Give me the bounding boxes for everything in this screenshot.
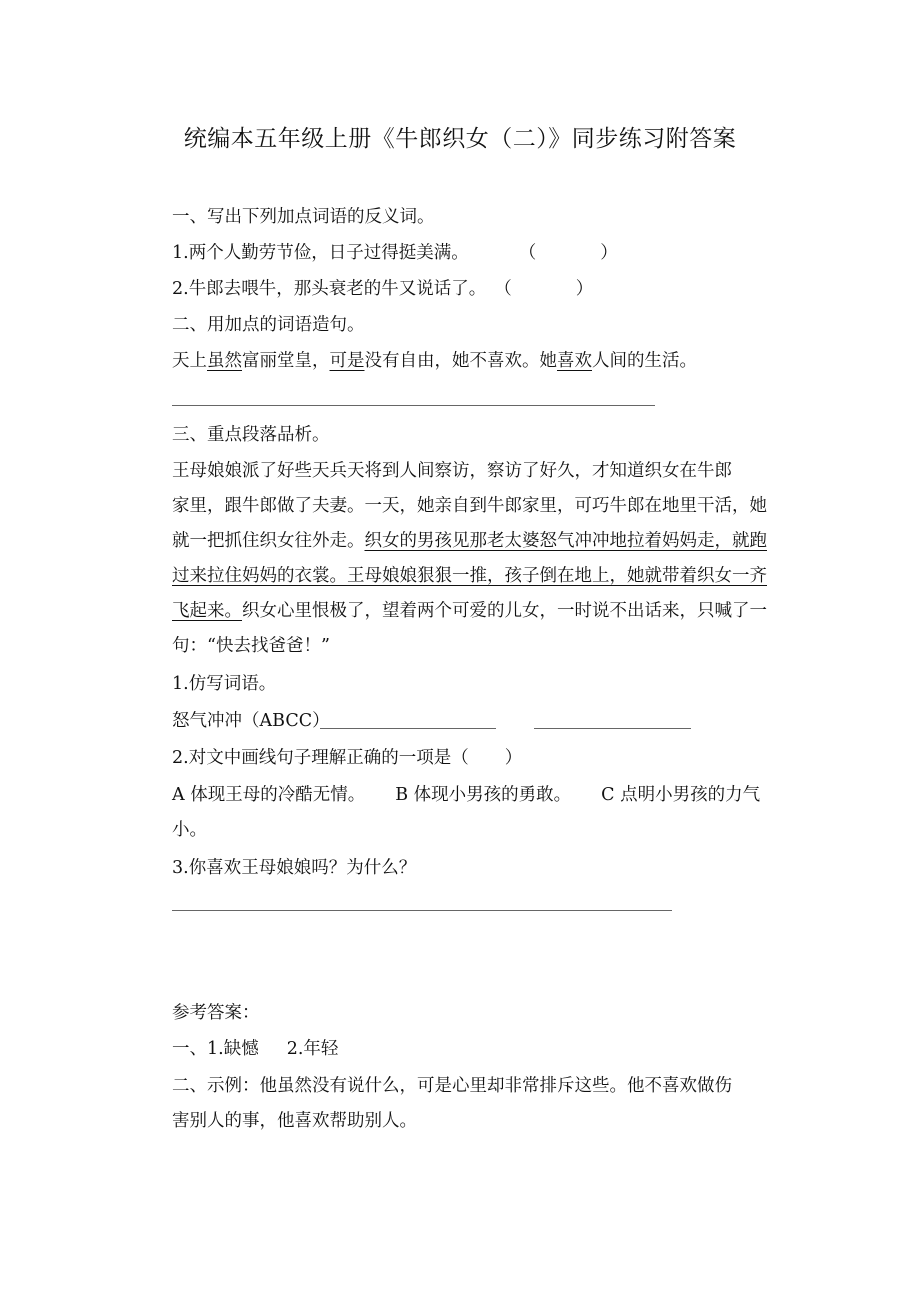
answer-blank-close: ） — [600, 243, 618, 263]
section3-question-2 — [172, 745, 772, 771]
underlined-sentence: 织女的男孩见那老太婆怒气冲冲地拉着妈妈走，就跑 — [364, 531, 767, 551]
answers-heading: 参考答案： — [172, 1003, 260, 1023]
underlined-sentence: 飞起来。 — [172, 601, 242, 621]
answer-2-line: 二、示例：他虽然没有说什么，可是心里却非常排斥这些。他不喜欢做伤 — [172, 1076, 732, 1096]
option-c-continued: 小。 — [172, 820, 207, 840]
passage-text: 王母娘娘派了好些天兵天将到人间察访，察访了好久，才知道织女在牛郎 — [172, 461, 732, 481]
underlined-word: 虽然 — [207, 351, 242, 371]
sentence-part: 富丽堂皇， — [242, 351, 330, 371]
imitation-example: 怒气冲冲（ABCC） — [172, 711, 330, 731]
section3-heading: 三、重点段落品析。 — [172, 425, 330, 445]
question-text: 1.两个人勤劳节俭，日子过得挺美满。 — [172, 243, 469, 263]
sentence-part: 没有自由，她不喜欢。她 — [364, 351, 557, 371]
page-title: 统编本五年级上册《牛郎织女（二）》同步练习附答案 — [183, 126, 737, 152]
section1-heading: 一、写出下列加点词语的反义词。 — [172, 207, 435, 227]
passage-line — [172, 528, 772, 554]
passage-line — [172, 563, 772, 589]
sentence-part: 人间的生活。 — [592, 351, 697, 371]
answer-blank-open: （ — [494, 279, 512, 299]
answer-line — [320, 728, 496, 729]
answer-text: 一、1.缺憾 — [172, 1039, 259, 1059]
sentence-part: 天上 — [172, 351, 207, 371]
underlined-sentence: 过来拉住妈妈的衣裳。王母娘娘狠狠一推，孩子倒在地上，她就带着织女一齐 — [172, 566, 767, 586]
answer-2-line: 害别人的事，他喜欢帮助别人。 — [172, 1111, 417, 1131]
section2-heading: 二、用加点的词语造句。 — [172, 315, 365, 335]
option-a: A 体现王母的冷酷无情。 — [172, 785, 366, 805]
answer-text: 2.年轻 — [286, 1039, 339, 1059]
question-options — [172, 782, 772, 808]
section3-question-3: 3.你喜欢王母娘娘吗？为什么？ — [172, 858, 417, 878]
answer-1 — [172, 1036, 772, 1062]
question-text: 2.牛郎去喂牛，那头衰老的牛又说话了。 — [172, 279, 487, 299]
answer-blank-open: （ — [518, 243, 537, 263]
passage-text: 织女心里恨极了，望着两个可爱的儿女，一时说不出话来，只喊了一 — [242, 601, 767, 621]
section1-question-2 — [172, 276, 772, 302]
section2-sentence — [172, 348, 772, 374]
passage-line: 句：“快去找爸爸！” — [172, 636, 330, 656]
section1-question-1 — [172, 240, 772, 266]
passage-line — [172, 458, 772, 484]
section3-question-1: 1.仿写词语。 — [172, 674, 277, 694]
underlined-word: 喜欢 — [557, 351, 592, 371]
answer-line — [172, 405, 655, 406]
answer-blank-close: ） — [575, 279, 594, 299]
answer-line — [534, 728, 691, 729]
passage-text: 就一把抓住织女往外走。 — [172, 531, 365, 551]
answer-blank-close: ） — [504, 748, 523, 768]
option-b: B 体现小男孩的勇敢。 — [395, 785, 572, 805]
passage-line — [172, 598, 772, 624]
answer-line — [172, 910, 672, 911]
option-c: C 点明小男孩的力气 — [601, 785, 761, 805]
underlined-word: 可是 — [329, 351, 365, 371]
question-text: 2.对文中画线句子理解正确的一项是（ — [172, 748, 469, 768]
passage-line: 家里，跟牛郎做了夫妻。一天，她亲自到牛郎家里，可巧牛郎在地里干活，她 — [172, 496, 767, 516]
